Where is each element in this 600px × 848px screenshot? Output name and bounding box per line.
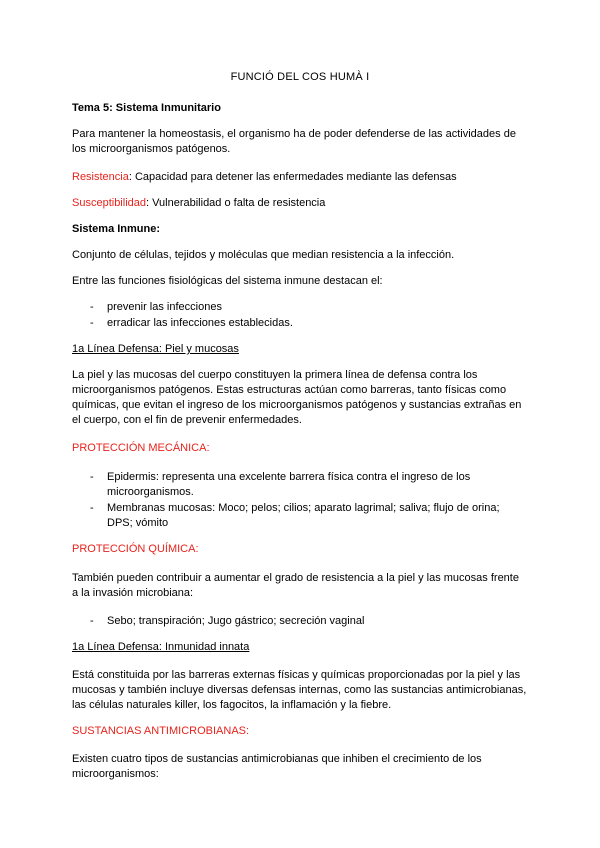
sistema-inmune-definition: Conjunto de células, tejidos y moléculas que median resistencia a la infección. xyxy=(72,249,455,261)
list-item: - Sebo; transpiración; Jugo gástrico; secreción vaginal xyxy=(72,614,528,629)
topic-heading: Tema 5: Sistema Inmunitario xyxy=(72,102,221,114)
quimica-paragraph: También pueden contribuir a aumentar el grado de resistencia a la piel y las mucosas frente a la invasión microbiana: xyxy=(72,572,519,599)
resistencia-term: Resistencia xyxy=(72,171,129,183)
antimicrobianas-paragraph: Existen cuatro tipos de sustancias antimicrobianas que inhiben el crecimiento de los microorganismos: xyxy=(72,753,482,780)
resistencia-text: : Capacidad para detener las enfermedades mediante las defensas xyxy=(128,171,457,183)
quimica-heading: PROTECCIÓN QUÍMICA: xyxy=(72,543,199,555)
funciones-intro: Entre las funciones fisiológicas del sistema inmune destacan el: xyxy=(72,275,383,287)
linea1b-heading: 1a Línea Defensa: Inmunidad innata xyxy=(72,641,250,653)
mecanica-list xyxy=(72,470,528,531)
susceptibilidad-definition xyxy=(72,196,528,211)
susceptibilidad-term: Susceptibilidad xyxy=(72,197,146,209)
intro-paragraph: Para mantener la homeostasis, el organismo ha de poder defenderse de las actividades de los microorganismos patógenos. xyxy=(72,128,516,155)
funciones-list xyxy=(72,300,528,331)
list-item: - erradicar las infecciones establecidas. xyxy=(72,316,528,331)
list-item: - Membranas mucosas: Moco; pelos; cilios; aparato lagrimal; saliva; flujo de orina; DPS; vómito xyxy=(72,501,528,531)
mecanica-heading: PROTECCIÓN MECÁNICA: xyxy=(72,442,210,454)
linea1-paragraph: La piel y las mucosas del cuerpo constituyen la primera línea de defensa contra los microorganismos patógenos. Estas estructuras actúan como barreras, tanto físicas como químicas, que evitan el ingreso de los microorganismos patógenos y sustancias extrañas en el cuerpo, con el fin de prevenir enfermedades. xyxy=(72,369,522,426)
susceptibilidad-text: : Vulnerabilidad o falta de resistencia xyxy=(146,197,326,209)
list-item: - prevenir las infecciones xyxy=(72,300,528,315)
resistencia-definition xyxy=(72,170,528,185)
sistema-inmune-heading: Sistema Inmune: xyxy=(72,223,161,235)
quimica-list xyxy=(72,614,528,629)
linea1b-paragraph: Está constituida por las barreras externas físicas y químicas proporcionadas por la piel y las mucosas y también incluye diversas defensas internas, como las sustancias antimicrobianas, las células naturales killer, los fagocitos, la inflamación y la fiebre. xyxy=(72,669,527,711)
list-item: - Epidermis: representa una excelente barrera física contra el ingreso de los microorganismos. xyxy=(72,470,528,500)
document-title: FUNCIÓ DEL COS HUMÀ I xyxy=(230,71,370,83)
linea1-heading: 1a Línea Defensa: Piel y mucosas xyxy=(72,343,239,355)
antimicrobianas-heading: SUSTANCIAS ANTIMICROBIANAS: xyxy=(72,725,250,737)
